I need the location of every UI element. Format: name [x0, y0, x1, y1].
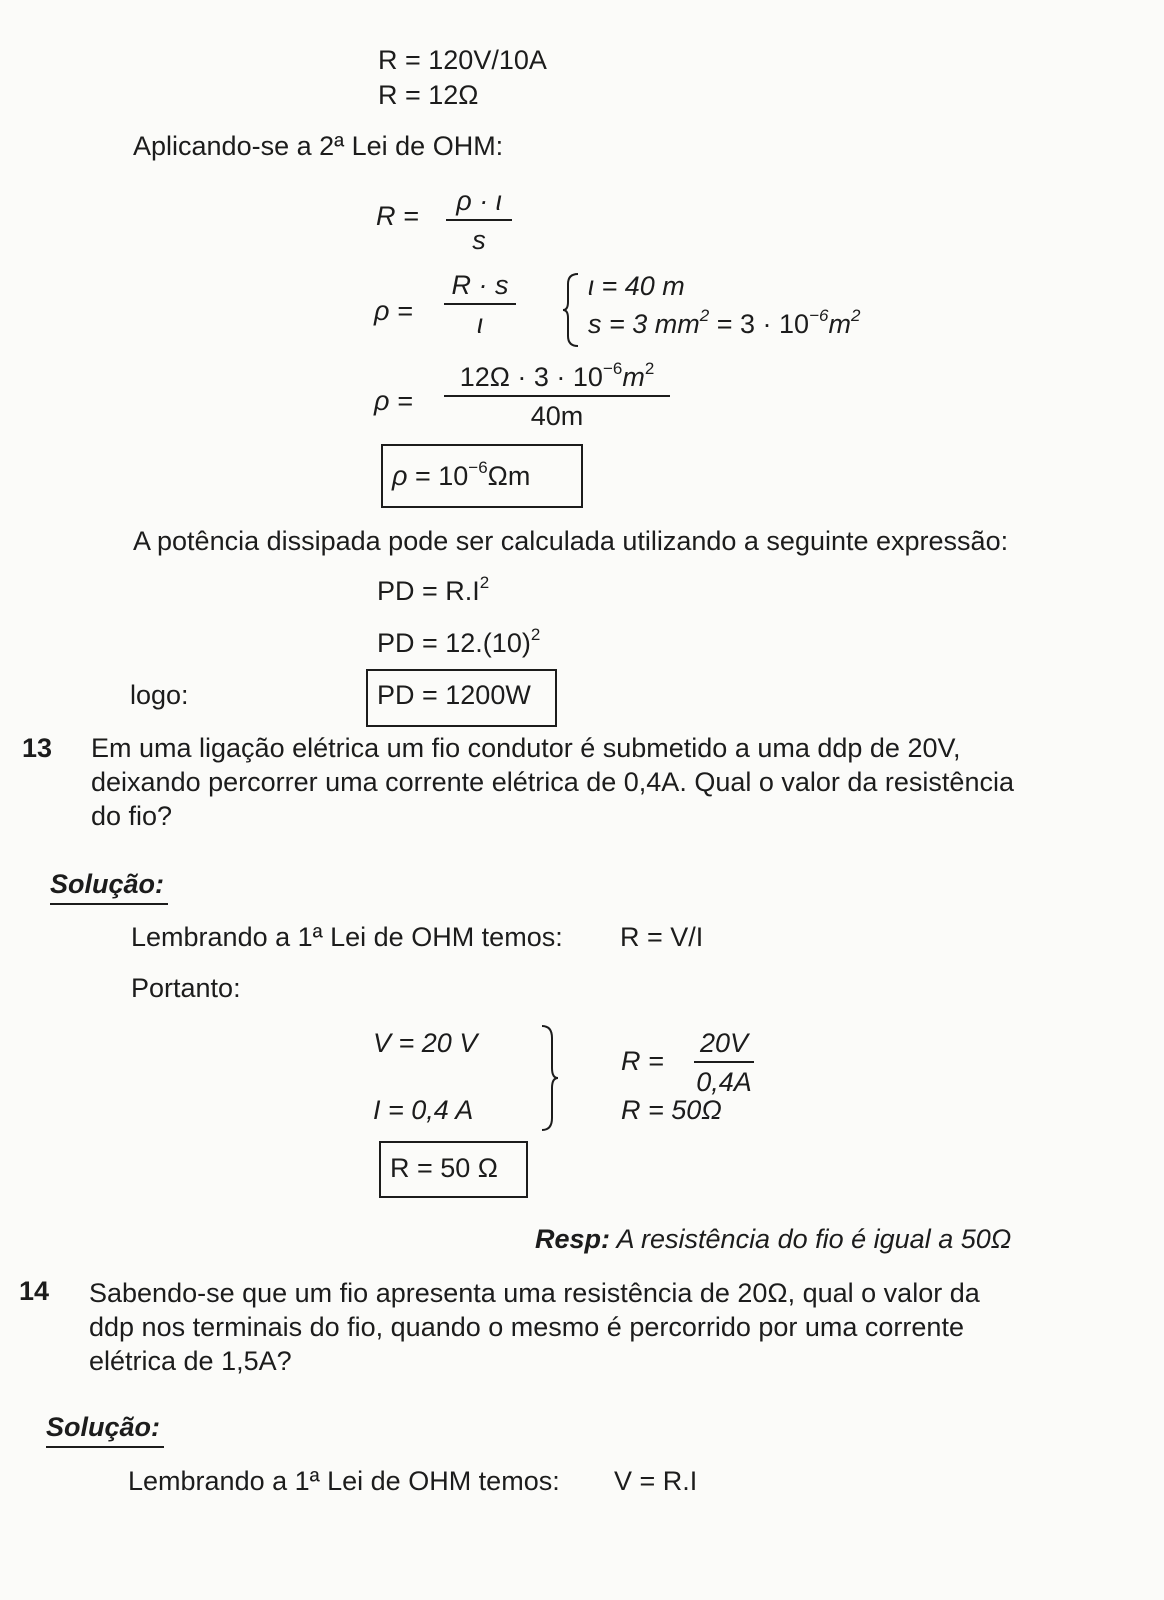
s13-r-numerator: 20V — [699, 1028, 749, 1058]
fraction-line — [446, 219, 512, 221]
potencia-intro: A potência dissipada pode ser calculada utilizando a seguinte expressão: — [133, 526, 1009, 556]
s14-lembrando: Lembrando a 1ª Lei de OHM temos: — [128, 1466, 560, 1496]
pd-result: PD = 1200W — [377, 680, 531, 710]
s13-answer — [535, 1226, 1011, 1253]
eq-rho2-denominator: 40m — [530, 401, 584, 431]
pd-substitution: PD = $12.(10)^2$ — [377, 625, 541, 658]
fraction-line — [444, 303, 516, 305]
fraction-line — [444, 395, 670, 397]
question-number-14: 14 — [19, 1276, 50, 1306]
q14-line-3: elétrica de 1,5A? — [89, 1346, 292, 1376]
pd-formula: PD = $R.I^2$ — [377, 573, 490, 606]
solucao-heading-14: Solução: — [46, 1412, 161, 1442]
given-length: ι = 40 m — [588, 271, 685, 301]
result-rho: $\rho = 10^{-6}\Omega m$ — [392, 458, 531, 491]
q13-line-2: deixando percorrer uma corrente elétrica de 0,4A. Qual o valor da resistência — [91, 767, 1014, 797]
s13-r-lhs: R = — [621, 1046, 664, 1076]
eq-rho2-lhs: ρ = — [374, 386, 413, 416]
eq-r-lhs: R = — [376, 201, 419, 231]
q13-line-1: Em uma ligação elétrica um fio condutor é submetido a uma ddp de 20V, — [91, 733, 961, 763]
s13-lembrando: Lembrando a 1ª Lei de OHM temos: — [131, 922, 563, 952]
question-number-13: 13 — [22, 733, 53, 763]
resp-text: A resistência do fio é igual a 50Ω — [616, 1224, 1012, 1254]
eq-r-numerator: ρ · ι — [456, 186, 502, 216]
s13-r-denominator: 0,4A — [696, 1067, 752, 1097]
left-brace-icon — [562, 272, 582, 348]
solucao-underline — [46, 1446, 164, 1448]
s13-portanto: Portanto: — [131, 973, 241, 1003]
s14-formula: V = R.I — [614, 1466, 698, 1496]
s13-current: I = 0,4 A — [373, 1095, 474, 1125]
s13-voltage: V = 20 V — [373, 1028, 478, 1058]
equation-r-value: R = 12Ω — [378, 80, 479, 110]
lei2-intro: Aplicando-se a 2ª Lei de OHM: — [133, 131, 504, 161]
given-area: s = 3 $mm^2 = 3 \cdot 10^{-6}m^2$ — [588, 306, 861, 339]
equation-r-calc: R = 120V/10A — [378, 45, 547, 75]
s13-result: R = 50 Ω — [390, 1153, 498, 1183]
eq-r-fraction — [446, 188, 512, 254]
solucao-underline — [50, 903, 168, 905]
s13-r-fraction — [694, 1030, 754, 1096]
s13-r-value: R = 50Ω — [621, 1095, 722, 1125]
q13-line-3: do fio? — [91, 801, 173, 831]
eq-rho2-fraction — [444, 359, 670, 431]
fraction-line — [694, 1061, 754, 1063]
q14-line-2: ddp nos terminais do fio, quando o mesmo é percorrido por uma corrente — [89, 1312, 964, 1342]
eq-rho2-numerator: $12\Omega \cdot 3 \cdot 10^{-6}m^2$ — [459, 359, 655, 392]
eq-rho-lhs: ρ = — [374, 296, 413, 326]
eq-rho-denominator: ι — [477, 309, 483, 339]
eq-rho-fraction — [444, 272, 516, 338]
q14-line-1: Sabendo-se que um fio apresenta uma resistência de 20Ω, qual o valor da — [89, 1278, 980, 1308]
eq-r-denominator: s — [472, 225, 486, 255]
resp-label: Resp: — [535, 1224, 611, 1254]
s13-formula: R = V/I — [620, 922, 704, 952]
right-brace-icon — [538, 1024, 560, 1132]
solucao-heading-13: Solução: — [50, 869, 165, 899]
eq-rho-numerator: R · s — [451, 270, 509, 300]
logo-label: logo: — [130, 680, 189, 710]
